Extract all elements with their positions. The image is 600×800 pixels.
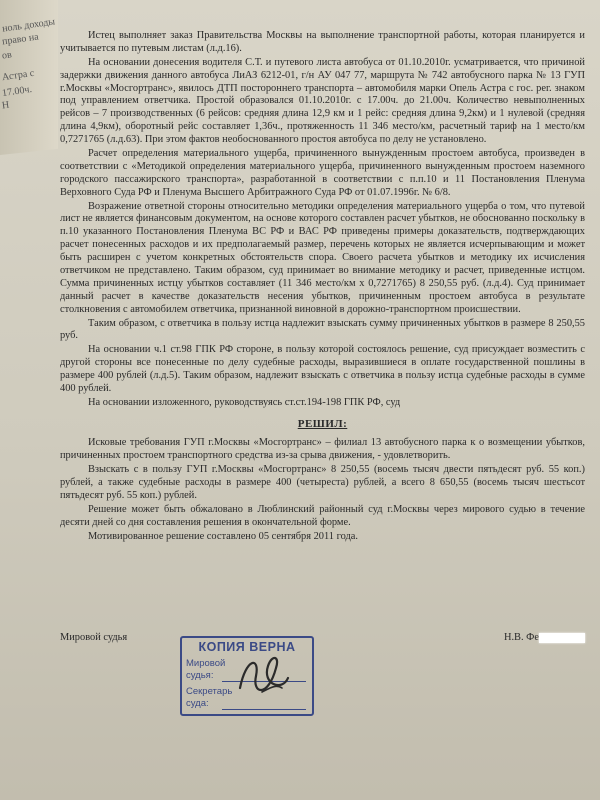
decision-paragraph: Мотивированное решение составлено 05 сентября 2011 года. — [88, 530, 358, 542]
margin-fragment: ов — [1, 49, 13, 62]
paragraph: На основании изложенного, руководствуясь ст.ст.194-198 ГПК РФ, суд — [88, 396, 401, 408]
paragraph: На основании донесения водителя С.Т. и путевого листа автобуса от 01.10.2010г. усматривается, что причиной задержки движения данного автобуса ЛиАЗ 6212-01, г/н АУ 047 77, маршрута № 742 автобусного парка № 13 ГУП г.Москвы «Мосгортранс», явилось ДТП постороннего транспорта – автомобиля марки Опель Астра с гос. рег. знаком под управлением ответчика. Простой образовался 01.10.2010г. с 17.00ч. до 21.00ч. Количество невыполненных рейсов – 7 производственных (6 рейсов: средняя длина 12,9 км и 1 рейс: средняя длина 9,2км) и 1 нулевой (средняя длина 4,9км), оборотный рейс составляет 1,36ч., протяженность 11 346 место/км, расчетный тариф на 1 место/км 0,7271765 (л.д.63). При этом фактов необоснованного простоя автобуса по делу не установлено. — [60, 56, 585, 146]
margin-fragment: право на — [1, 31, 40, 48]
decision-paragraph: Взыскать с в пользу ГУП г.Москвы «Мосгортранс» 8 250,55 (восемь тысяч двести пятьдесят руб. 55 коп.) рублей, а также судебные расходы в размере 400 (четыреста) рублей, а всего 8 650,55 (восемь тысяч шестьсот пятьдесят руб. 55 коп.) рублей. — [60, 464, 585, 502]
stamp-line: судья: — [186, 670, 214, 681]
decision-heading: РЕШИЛ: — [297, 417, 348, 430]
stamp-line: Мировой — [186, 658, 226, 669]
handwritten-signature — [232, 648, 292, 708]
stamp-title: КОПИЯ ВЕРНА — [198, 640, 296, 654]
document-body — [60, 30, 585, 670]
judge-name-text: Н.В. Фе — [503, 632, 539, 643]
paragraph: Расчет определения материального ущерба, причиненного вынужденным простоем автобуса, произведен в соответствии с «Методикой определения материального ущерба, причиненного вынужденным простоем наземного городского пассажирского транспорта», разработанной в соответствии с п.п.10 и 11 Постановления Пленума Верховного Суда РФ и Пленума Высшего Арбитражного Суда РФ от 01.07.1996г. № 6/8. — [60, 148, 585, 198]
paragraph: Истец выполняет заказ Правительства Москвы на выполнение транспортной работы, которая планируется и учитывается по путевым листам (л.д.16). — [60, 30, 585, 54]
decision-paragraph: Решение может быть обжаловано в Люблинский районный суд г.Москвы через мирового судью в течение десяти дней со дня составления решения в окончательной форме. — [60, 503, 585, 528]
stamp-line: суда: — [186, 698, 209, 709]
margin-fragment: Н — [1, 99, 10, 112]
decision-paragraph: Исковые требования ГУП г.Москвы «Мосгортранс» – филиал 13 автобусного парка к о возмещении убытков, причиненных простоем транспортного средства из-за срыва движения, - удовлетворить. — [60, 437, 585, 462]
judge-name — [504, 632, 585, 643]
stamp-rule — [222, 709, 306, 710]
margin-fragment: ноль доходы — [1, 16, 56, 35]
margin-fragment: Астра с — [1, 67, 35, 84]
paragraph: Таким образом, с ответчика в пользу истца надлежит взыскать сумму причиненных убытков в размере 8 250,55 руб. — [60, 317, 585, 342]
paragraph: На основании ч.1 ст.98 ГПК РФ стороне, в пользу которой состоялось решение, суд присуждает возместить с другой стороны все понесенные по делу судебные расходы, выразившиеся в оплате государственной пошлины в размере 400 рублей (л.д.5). Таким образом, надлежит взыскать с ответчика в пользу истца судебные расходы в сумме 400 рублей. — [60, 344, 585, 395]
judge-title: Мировой судья — [60, 632, 128, 643]
paragraph: Возражение ответной стороны относительно методики определения материального ущерба о том, что путевой лист не является финансовым документом, на основе которого составлен расчет убытков, не обоснованно поскольку в п.10 указанного Постановления Пленума ВС РФ и ВАС РФ приведены примеры доказательств, подтверждающих расчет понесенных расходов и их предполагаемый размер, перечень которых не является исчерпывающим и может быть расширен с учетом конкретных обстоятельств спора. Своего расчета убытков и методику их исчисления ответчиком не представлено. Таким образом, суд принимает во внимание методику и расчет, приведенные истцом. Сумма причиненных истцу убытков составляет (11 346 место/км х 0,7271765) 8 250,55 руб. (л.д.4). Суд принимает данный расчет в качестве доказательств несения убытков, причиненным простоем автобуса в результате столкновения с автомобилем ответчика, признанной виновной в дорожно-транспортном происшествии. — [60, 200, 585, 315]
stamp-line: Секретарь — [186, 686, 233, 697]
redaction — [539, 633, 585, 643]
margin-fragment: 17.00ч. — [1, 83, 33, 100]
